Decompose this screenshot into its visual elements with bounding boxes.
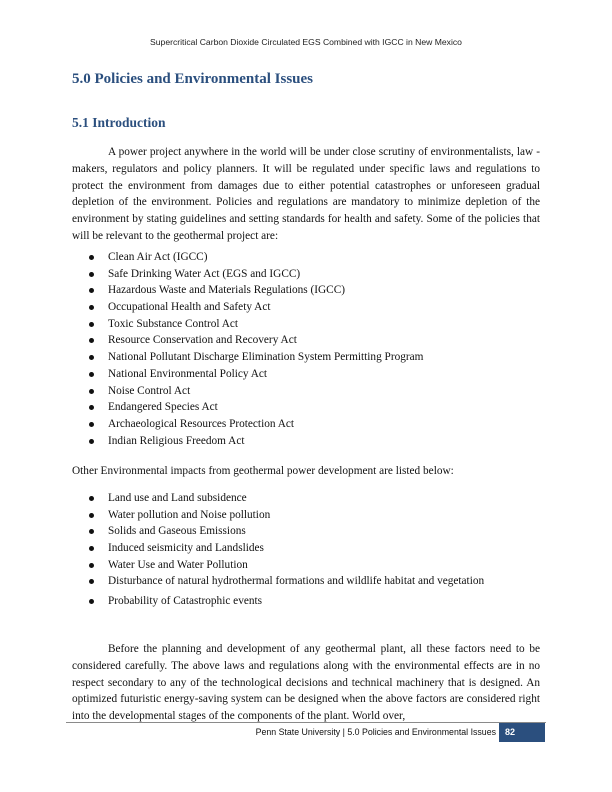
intro-paragraph: A power project anywhere in the world will be under close scrutiny of environmentalists, law - makers, regulators and policy planners. It will be regulated under specific laws and regulations to protect the environment from damages due to either potential catastrophes or unforeseen gradual depletion of the environment. Policies and regulations are mandatory to minimize depletion of the environment by stating guidelines and setting standards for health and safety. Some of the policies that will be relevant to the geothermal project are: bbox=[72, 146, 540, 242]
list-item bbox=[72, 416, 423, 433]
impacts-list bbox=[72, 490, 484, 610]
policy-label: Clean Air Act (IGCC) bbox=[108, 251, 208, 263]
list-item bbox=[72, 349, 423, 366]
policy-label: National Environmental Policy Act bbox=[108, 367, 268, 380]
bullet-icon bbox=[89, 338, 94, 343]
policy-label: Resource Conservation and Recovery Act bbox=[108, 334, 297, 347]
bullet-icon bbox=[89, 529, 94, 534]
bullet-icon bbox=[89, 599, 94, 604]
closing-paragraph: Before the planning and development of any geothermal plant, all these factors need to be considered carefully. The above laws and regulations along with the environmental effects are in no respect secondary to any of the technological decisions and technical machinery that is designed. An optimized futuristic energy-saving system can be designed when the above factors are considered right into the developmental stages of the components of the plant. World over, bbox=[72, 643, 540, 723]
impact-label: Induced seismicity and Landslides bbox=[108, 542, 264, 555]
policies-list bbox=[72, 249, 423, 449]
list-item bbox=[72, 282, 423, 299]
list-item bbox=[72, 383, 423, 400]
impacts-lead-text: Other Environmental impacts from geothermal power development are listed below: bbox=[72, 465, 454, 477]
impact-label: Probability of Catastrophic events bbox=[108, 595, 263, 608]
list-item bbox=[72, 299, 423, 316]
bullet-icon bbox=[89, 579, 94, 584]
list-item bbox=[72, 399, 423, 416]
policy-label: National Pollutant Discharge Elimination System Permitting Program bbox=[108, 351, 424, 364]
bullet-icon bbox=[89, 496, 94, 501]
list-item bbox=[72, 523, 484, 540]
impact-label: Land use and Land subsidence bbox=[108, 492, 247, 504]
bullet-icon bbox=[89, 389, 94, 394]
policy-label: Toxic Substance Control Act bbox=[108, 317, 239, 330]
page-number: 82 bbox=[499, 723, 545, 742]
bullet-icon bbox=[89, 305, 94, 310]
policy-label: Noise Control Act bbox=[108, 384, 191, 397]
impact-label: Water Use and Water Pollution bbox=[108, 558, 248, 571]
running-header: Supercritical Carbon Dioxide Circulated EGS Combined with IGCC in New Mexico bbox=[150, 37, 462, 47]
bullet-icon bbox=[89, 288, 94, 293]
bullet-icon bbox=[89, 563, 94, 568]
bullet-icon bbox=[89, 372, 94, 377]
policy-label: Archaeological Resources Protection Act bbox=[108, 417, 295, 430]
impact-label: Solids and Gaseous Emissions bbox=[108, 525, 246, 538]
list-item bbox=[72, 507, 484, 524]
section-title: 5.0 Policies and Environmental Issues bbox=[72, 71, 314, 87]
list-item bbox=[72, 249, 423, 266]
policy-label: Safe Drinking Water Act (EGS and IGCC) bbox=[108, 267, 301, 280]
subsection-title: 5.1 Introduction bbox=[72, 115, 166, 130]
list-item bbox=[72, 316, 423, 333]
bullet-icon bbox=[89, 439, 94, 444]
bullet-icon bbox=[89, 322, 94, 327]
list-item bbox=[72, 490, 484, 507]
list-item bbox=[72, 540, 484, 557]
list-item bbox=[72, 433, 423, 450]
impact-label: Disturbance of natural hydrothermal formations and wildlife habitat and vegetation bbox=[108, 575, 485, 588]
impact-label: Water pollution and Noise pollution bbox=[108, 508, 271, 521]
list-item bbox=[72, 557, 484, 574]
list-item bbox=[72, 366, 423, 383]
policy-label: Endangered Species Act bbox=[108, 401, 218, 414]
bullet-icon bbox=[89, 405, 94, 410]
bullet-icon bbox=[89, 513, 94, 518]
list-item bbox=[72, 266, 423, 283]
list-item bbox=[72, 332, 423, 349]
bullet-icon bbox=[89, 272, 94, 277]
list-item bbox=[72, 593, 484, 610]
bullet-icon bbox=[89, 546, 94, 551]
bullet-icon bbox=[89, 355, 94, 360]
policy-label: Occupational Health and Safety Act bbox=[108, 301, 271, 314]
policy-label: Indian Religious Freedom Act bbox=[108, 434, 245, 447]
footer-divider bbox=[66, 722, 546, 723]
bullet-icon bbox=[89, 255, 94, 260]
bullet-icon bbox=[89, 422, 94, 427]
policy-label: Hazardous Waste and Materials Regulations (IGCC) bbox=[108, 284, 345, 297]
list-item bbox=[72, 573, 484, 590]
footer-text: Penn State University | 5.0 Policies and Environmental Issues bbox=[255, 727, 496, 737]
